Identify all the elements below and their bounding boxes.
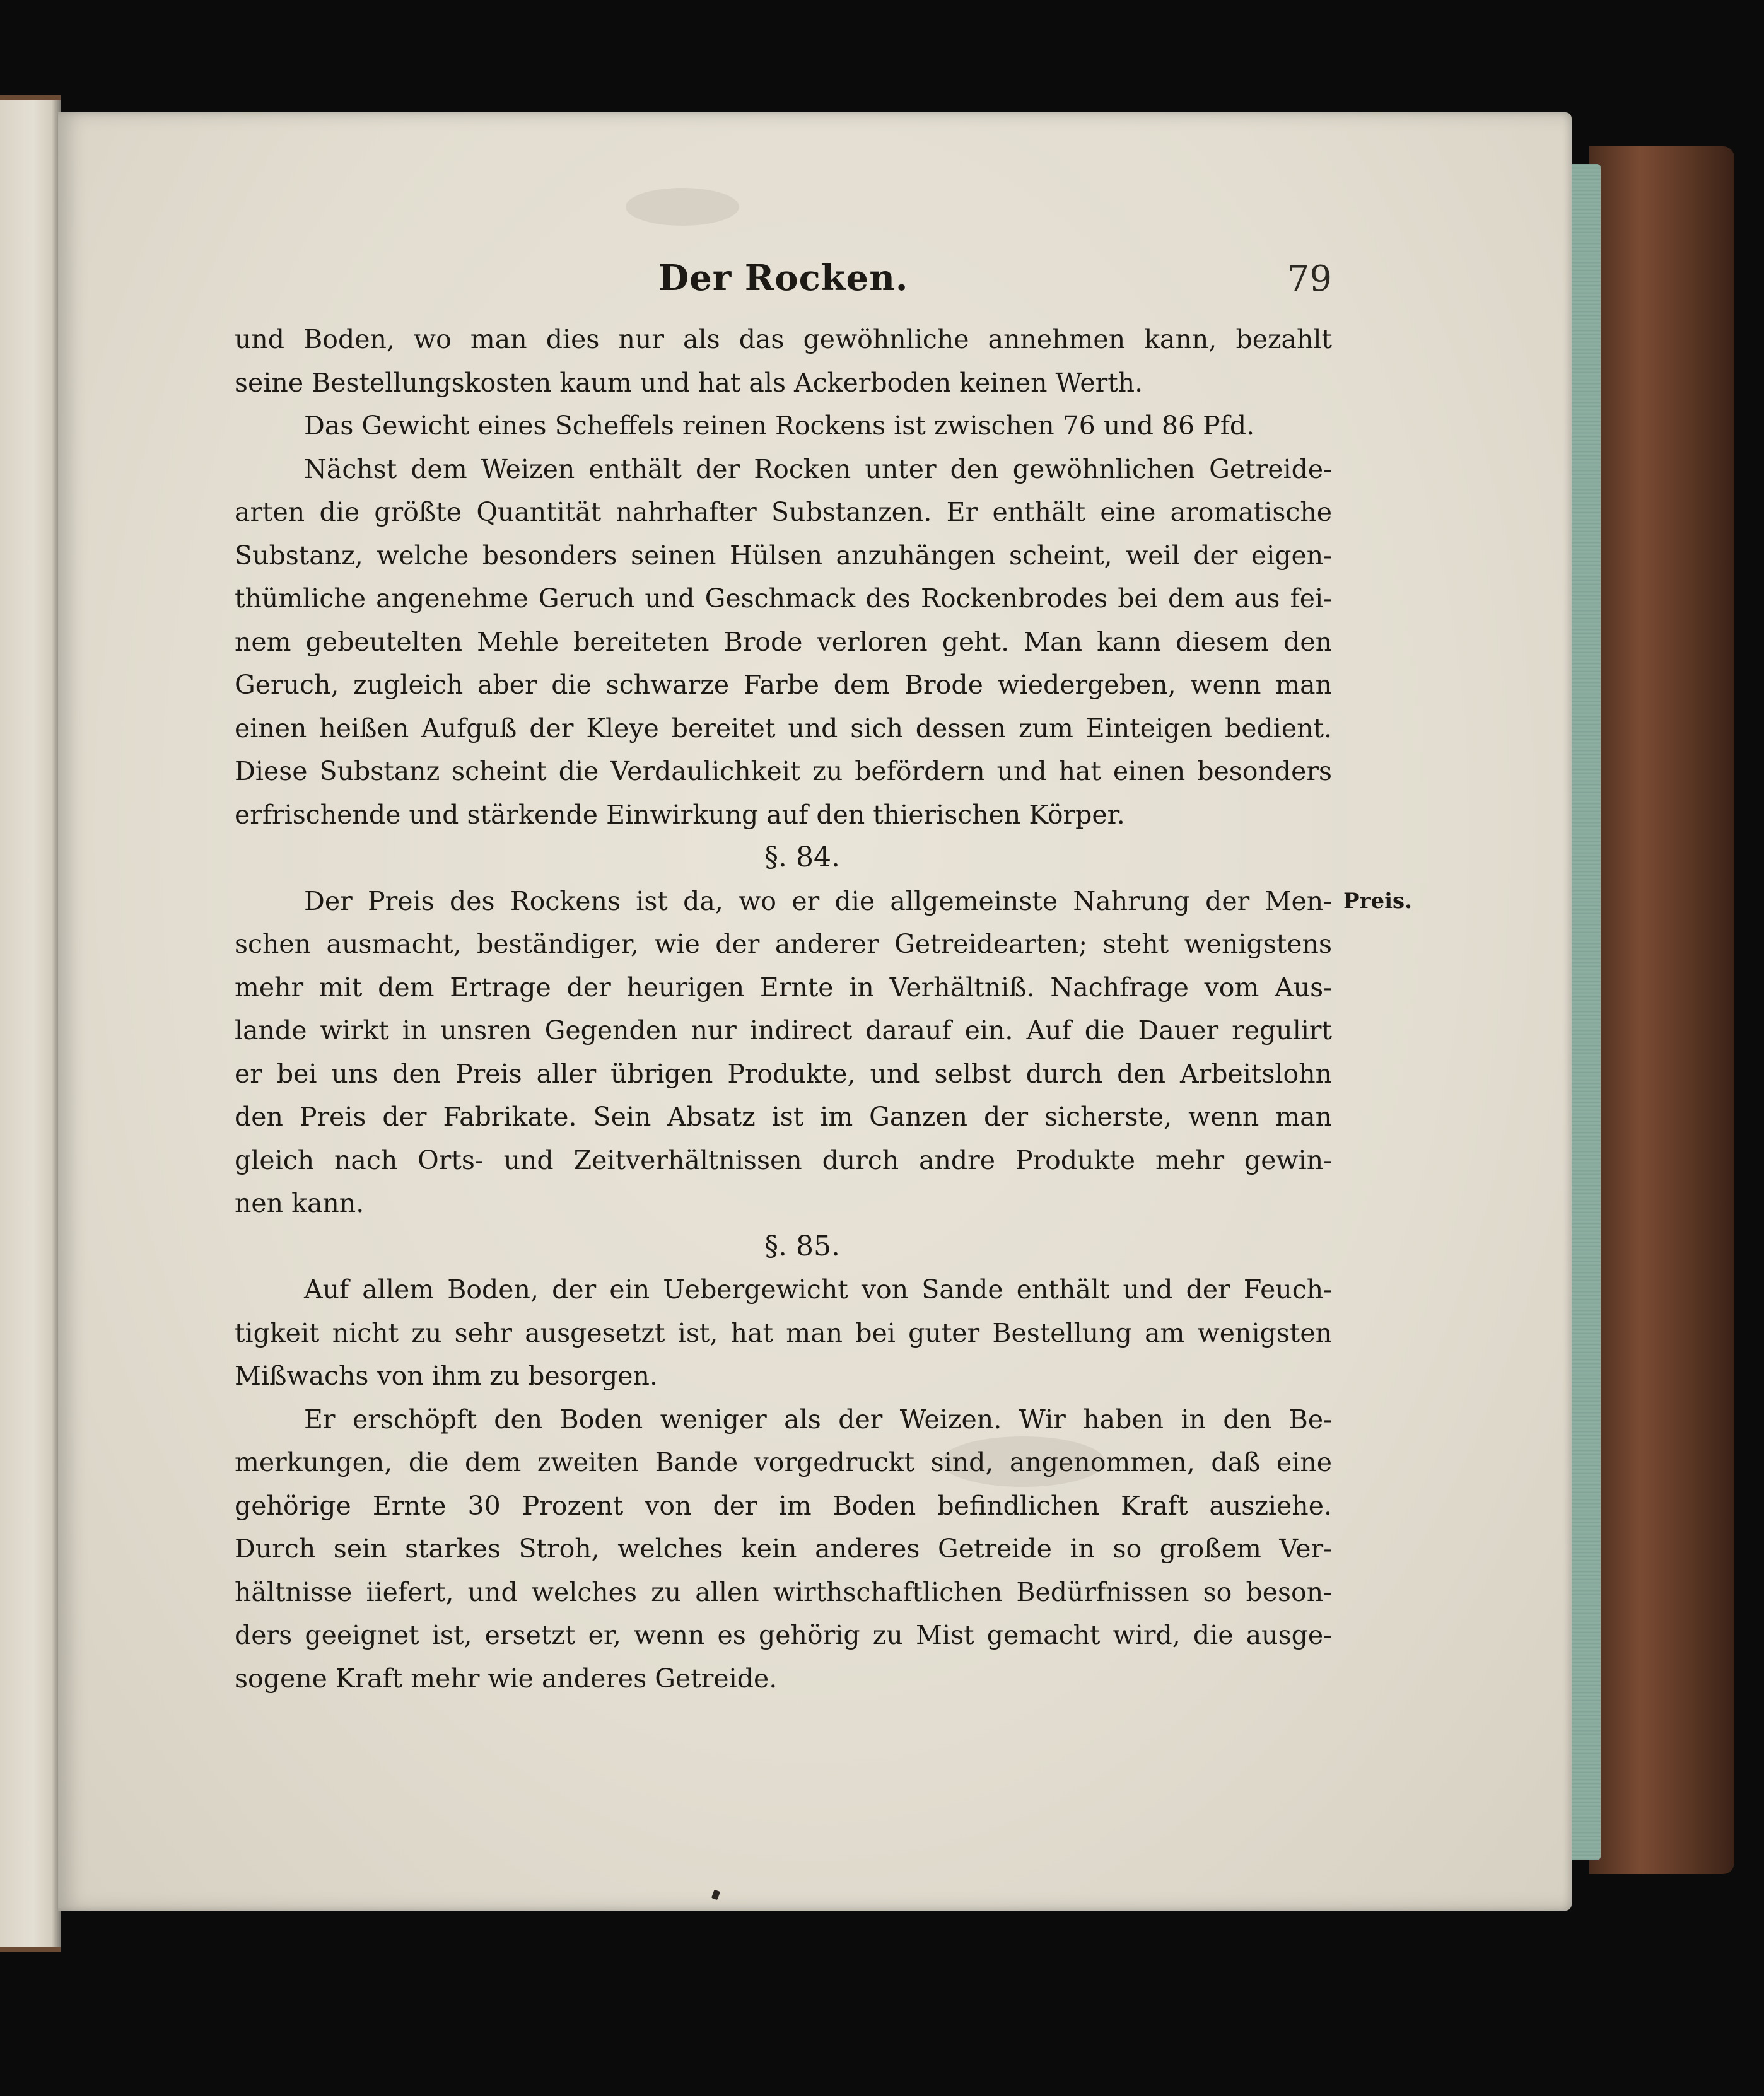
text-line: tigkeit nicht zu sehr ausgesetzt ist, hat man bei guter Bestellung am wenigsten xyxy=(235,1317,1332,1348)
text-line: thümliche angenehme Geruch und Geschmack des Rockenbrodes bei dem aus fei- xyxy=(235,583,1332,614)
text-line: gleich nach Orts- und Zeitverhältnissen durch andre Produkte mehr gewin- xyxy=(235,1144,1332,1175)
section-heading-84: §. 84. xyxy=(764,841,840,873)
text-line: Er erschöpft den Boden weniger als der Weizen. Wir haben in den Be- xyxy=(304,1404,1332,1435)
previous-page-edge xyxy=(0,95,61,1952)
text-line: Diese Substanz scheint die Verdaulichkeit zu befördern und hat einen besonders xyxy=(235,756,1332,786)
text-line: Nächst dem Weizen enthält der Rocken unter den gewöhnlichen Getreide- xyxy=(304,453,1332,484)
book-page xyxy=(58,112,1572,1911)
text-line: Geruch, zugleich aber die schwarze Farbe dem Brode wiedergeben, wenn man xyxy=(235,670,1332,700)
text-line: mehr mit dem Ertrage der heurigen Ernte in Verhältniß. Nachfrage vom Aus- xyxy=(235,972,1332,1003)
text-line: merkungen, die dem zweiten Bande vorgedruckt sind, angenommen, daß eine xyxy=(235,1447,1332,1477)
text-line: und Boden, wo man dies nur als das gewöhnliche annehmen kann, bezahlt xyxy=(235,324,1332,354)
text-line: lande wirkt in unsren Gegenden nur indirect darauf ein. Auf die Dauer regulirt xyxy=(235,1015,1332,1045)
text-line: hältnisse iiefert, und welches zu allen wirthschaftlichen Bedürfnissen so beson- xyxy=(235,1576,1332,1607)
text-line: Der Preis des Rockens ist da, wo er die allgemeinste Nahrung der Men- xyxy=(304,885,1332,916)
text-line: einen heißen Aufguß der Kleye bereitet und sich dessen zum Einteigen bedient. xyxy=(235,713,1332,743)
text-line: erfrischende und stärkende Einwirkung auf den thierischen Körper. xyxy=(235,799,1125,830)
text-line: Substanz, welche besonders seinen Hülsen anzuhängen scheint, weil der eigen- xyxy=(235,540,1332,571)
page-header xyxy=(235,257,1332,318)
text-line: seine Bestellungskosten kaum und hat als Ackerboden keinen Werth. xyxy=(235,367,1143,398)
section-heading-85: §. 85. xyxy=(764,1230,840,1262)
text-line: arten die größte Quantität nahrhafter Substanzen. Er enthält eine aromatische xyxy=(235,497,1332,527)
text-line: den Preis der Fabrikate. Sein Absatz ist im Ganzen der sicherste, wenn man xyxy=(235,1102,1332,1132)
text-line: schen ausmacht, beständiger, wie der anderer Getreidearten; steht wenigstens xyxy=(235,929,1332,959)
paragraph-block-85 xyxy=(235,1268,1332,1700)
paragraph-block-84 xyxy=(235,880,1413,1225)
running-head: Der Rocken. xyxy=(658,257,909,299)
text-line: Das Gewicht eines Scheffels reinen Rockens ist zwischen 76 und 86 Pfd. xyxy=(304,410,1255,441)
text-line: nem gebeutelten Mehle bereiteten Brode verloren geht. Man kann diesem den xyxy=(235,626,1332,657)
page-number: 79 xyxy=(1287,259,1332,300)
text-line: gehörige Ernte 30 Prozent von der im Boden befindlichen Kraft ausziehe. xyxy=(235,1490,1332,1521)
margin-note: Preis. xyxy=(1343,888,1413,914)
text-line: nen kann. xyxy=(235,1188,365,1218)
text-line: er bei uns den Preis aller übrigen Produkte, und selbst durch den Arbeitslohn xyxy=(235,1058,1332,1089)
text-line: sogene Kraft mehr wie anderes Getreide. xyxy=(235,1663,778,1694)
text-line: Auf allem Boden, der ein Uebergewicht von Sande enthält und der Feuch- xyxy=(304,1274,1332,1305)
text-line: Mißwachs von ihm zu besorgen. xyxy=(235,1361,658,1391)
paragraph-block-top xyxy=(235,318,1332,836)
paper-stain xyxy=(626,188,739,226)
text-line: ders geeignet ist, ersetzt er, wenn es gehörig zu Mist gemacht wird, die ausge- xyxy=(235,1620,1332,1650)
page-text-block xyxy=(235,257,1413,1700)
book-cover-edge xyxy=(1589,146,1734,1874)
text-line: Durch sein starkes Stroh, welches kein anderes Getreide in so großem Ver- xyxy=(235,1534,1332,1564)
